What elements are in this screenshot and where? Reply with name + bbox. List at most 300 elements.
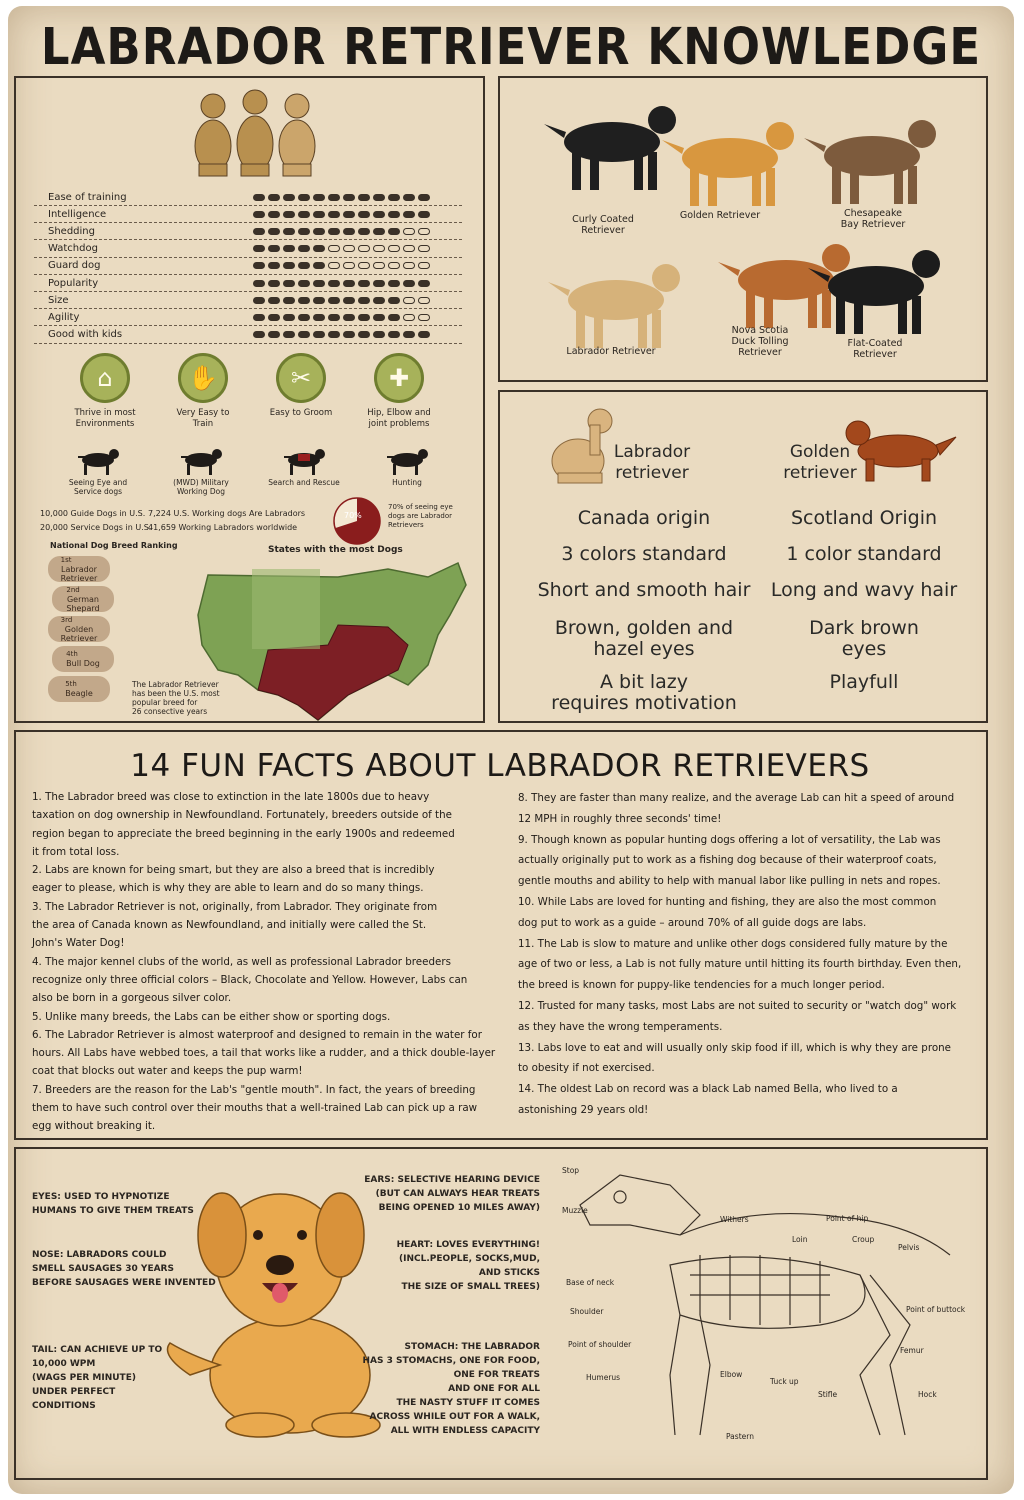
bone-icon	[403, 228, 415, 235]
bone-icon	[298, 211, 310, 218]
breed-name-line: Nova Scotia	[731, 325, 789, 336]
job-caption-line: Seeing Eye and	[68, 478, 128, 487]
bone-icon	[388, 297, 400, 304]
rating-label: Agility	[48, 311, 80, 323]
annotation-line: (INCL.PEOPLE, SOCKS,MUD,	[399, 1254, 540, 1264]
grooming-icon: ✂	[276, 353, 326, 403]
breed-name	[820, 338, 930, 360]
bone-icon	[283, 228, 295, 235]
training-icon: ✋	[178, 353, 228, 403]
fact-line: 1. The Labrador breed was close to extinction in the late 1800s due to heavy	[32, 791, 430, 803]
bone-icon	[403, 262, 415, 269]
bone-icon	[403, 297, 415, 304]
bone-icon	[418, 194, 430, 201]
working-world-stat: 41,659 Working Labradors worldwide	[148, 523, 298, 532]
golden-title-line: Golden	[789, 442, 851, 462]
bone-icon	[388, 280, 400, 287]
trait-caption	[349, 408, 449, 430]
bone-icon	[268, 280, 280, 287]
skeleton-label: Humerus	[586, 1373, 621, 1382]
golden-trait	[754, 580, 974, 601]
bone-icon	[253, 228, 265, 235]
fact-line: 4. The major kennel clubs of the world, as well as professional Labrador breeders	[32, 955, 451, 968]
rating-row	[34, 206, 462, 223]
trait-caption-line: Train	[192, 419, 214, 429]
lab-trait	[524, 672, 764, 714]
skeleton-label: Croup	[852, 1235, 875, 1244]
breed-name-line: Retriever	[853, 349, 897, 360]
trait-caption-line: Easy to Groom	[269, 408, 333, 418]
annotation-line: AND STICKS	[478, 1268, 540, 1278]
bone-icon	[313, 245, 325, 252]
bone-icon	[328, 228, 340, 235]
rank-name: Bull Dog	[66, 659, 100, 668]
fact-line: 10. While Labs are loved for hunting and fishing, they are also the most common	[518, 895, 937, 908]
rank-name: Labrador	[61, 564, 97, 574]
bone-icon	[313, 262, 325, 269]
fact-line: 3. The Labrador Retriever is not, originally, from Labrador. They originate from	[32, 900, 438, 913]
bone-icon	[268, 262, 280, 269]
bone-icon	[283, 280, 295, 287]
trait-caption	[153, 408, 253, 430]
skeleton-label: Pastern	[726, 1432, 754, 1441]
job-caption-line: Hunting	[392, 478, 422, 487]
bone-icon	[418, 331, 430, 338]
bone-icon	[343, 280, 355, 287]
bone-icon	[253, 280, 265, 287]
dog-skeleton-illustration	[560, 1165, 980, 1465]
job-caption	[153, 478, 249, 496]
job-caption	[359, 478, 455, 487]
fact-line: 13. Labs love to eat and will usually only skip food if ill, which is why they are prone	[518, 1041, 951, 1054]
bone-icon	[358, 194, 370, 201]
bone-icon	[328, 297, 340, 304]
rating-bones	[253, 280, 430, 287]
skeleton-label: Tuck up	[770, 1377, 799, 1386]
seeing-eye-pie-chart	[332, 496, 382, 546]
job-caption-line: Working Dog	[176, 487, 226, 496]
bone-icon	[418, 314, 430, 321]
rank-badge	[48, 556, 110, 582]
rating-label: Size	[48, 294, 69, 306]
golden-trait-line: Scotland Origin	[790, 507, 938, 529]
skeleton-label: Stifle	[818, 1390, 838, 1399]
trait-caption-line: Thrive in most	[74, 408, 136, 418]
rank-name: Golden	[64, 624, 94, 634]
fact-line: also be born in a gorgeous silver color.	[32, 992, 232, 1005]
golden-trait	[754, 508, 974, 529]
annotation-line: THE SIZE OF SMALL TREES)	[401, 1282, 540, 1292]
annotation-line: CONDITIONS	[32, 1401, 96, 1411]
bone-icon	[328, 194, 340, 201]
skeleton-label: Hock	[918, 1390, 937, 1399]
bone-icon	[298, 194, 310, 201]
bone-icon	[298, 262, 310, 269]
lab-trait	[524, 618, 764, 660]
bone-icon	[313, 331, 325, 338]
bone-icon	[343, 331, 355, 338]
pie-caption-line: 70% of seeing eye	[388, 503, 453, 511]
skeleton-label: Point of buttock	[906, 1305, 966, 1314]
bone-icon	[253, 211, 265, 218]
trait-caption-line: joint problems	[368, 419, 430, 429]
lab-title	[602, 442, 702, 484]
bone-icon	[373, 280, 385, 287]
bone-icon	[268, 228, 280, 235]
bone-icon	[403, 280, 415, 287]
rating-bones	[253, 245, 430, 252]
bone-icon	[418, 262, 430, 269]
golden-title-line: retriever	[783, 463, 857, 483]
annotation-line: HEART: LOVES EVERYTHING!	[396, 1240, 540, 1250]
skeleton-label: Stop	[562, 1166, 580, 1175]
annotation-stomach	[340, 1340, 540, 1438]
rank-name: Shepard	[66, 603, 100, 613]
rating-bones	[253, 228, 430, 235]
bone-icon	[268, 297, 280, 304]
bone-icon	[388, 245, 400, 252]
bone-icon	[388, 228, 400, 235]
bone-icon	[373, 331, 385, 338]
bone-icon	[358, 228, 370, 235]
annotation-eyes	[32, 1190, 232, 1218]
fact-line: the breed is known for puppy-like tendencies for a much longer period.	[518, 979, 885, 992]
bone-icon	[418, 228, 430, 235]
breed-dog-icon	[546, 252, 696, 352]
annotation-line: EYES: USED TO HYPNOTIZE	[32, 1192, 170, 1202]
bone-icon	[253, 245, 265, 252]
fact-line: them to have such control over their mouths that a well-trained Lab can pick up a raw	[32, 1102, 478, 1115]
working-dog-icon	[74, 446, 122, 476]
breed-name	[818, 208, 928, 230]
trait-caption	[251, 408, 351, 419]
rating-bones	[253, 314, 430, 321]
bone-icon	[373, 297, 385, 304]
rank-name: Beagle	[65, 689, 93, 698]
rating-bones	[253, 262, 430, 269]
fact-line: region began to appreciate the breed beginning in the early 1900s and redeemed	[32, 827, 455, 840]
fact-line: 12 MPH in roughly three seconds' time!	[518, 812, 722, 825]
lab-trait-line: requires motivation	[551, 692, 737, 714]
job-caption-line: Service dogs	[73, 487, 123, 496]
breed-name-line: Chesapeake	[844, 208, 902, 219]
bone-icon	[313, 211, 325, 218]
fact-line: John's Water Dog!	[32, 937, 125, 950]
annotation-line: UNDER PERFECT	[32, 1387, 116, 1397]
bone-icon	[313, 194, 325, 201]
fact-line: recognize only three official colors – Black, Chocolate and Yellow. However, Labs can	[32, 973, 468, 986]
bone-icon	[253, 194, 265, 201]
bone-icon	[298, 245, 310, 252]
annotation-nose	[32, 1248, 242, 1290]
breed-name	[556, 346, 666, 357]
working-dog-icon	[177, 446, 225, 476]
skeleton-label: Elbow	[720, 1370, 743, 1379]
golden-trait-line: eyes	[841, 638, 887, 660]
annotation-line: STOMACH: THE LABRADOR	[404, 1342, 540, 1352]
bone-icon	[298, 280, 310, 287]
job-caption	[50, 478, 146, 496]
bone-icon	[418, 211, 430, 218]
lab-trait	[524, 544, 764, 565]
us-map	[188, 555, 473, 725]
bone-icon	[313, 314, 325, 321]
annotation-line: ACROSS WHILE OUT FOR A WALK,	[369, 1412, 540, 1422]
skeleton-label: Loin	[792, 1235, 808, 1244]
pie-label: 70%	[344, 511, 362, 520]
lab-trait-line: 3 colors standard	[561, 543, 727, 565]
bone-icon	[373, 245, 385, 252]
bone-icon	[388, 314, 400, 321]
ranking-title: National Dog Breed Ranking	[50, 541, 178, 550]
working-us-stat: 7,224 U.S. Working dogs Are Labradors	[148, 509, 306, 518]
bone-icon	[268, 331, 280, 338]
lab-trait-line: Brown, golden and	[554, 617, 734, 639]
lab-trait-line: Short and smooth hair	[537, 579, 751, 601]
bone-icon	[253, 331, 265, 338]
bone-icon	[373, 262, 385, 269]
bone-icon	[388, 194, 400, 201]
fact-line: egg without breaking it.	[32, 1120, 156, 1133]
bone-icon	[328, 314, 340, 321]
rating-row	[34, 292, 462, 309]
bone-icon	[403, 314, 415, 321]
golden-trait-line: 1 color standard	[786, 543, 942, 565]
breed-name-line: Labrador Retriever	[566, 346, 656, 357]
bone-icon	[313, 280, 325, 287]
rank-badge	[52, 646, 114, 672]
bone-icon	[388, 262, 400, 269]
skeleton-label: Shoulder	[570, 1307, 604, 1316]
golden-trait-line: Playfull	[829, 671, 899, 693]
fact-line: 6. The Labrador Retriever is almost waterproof and designed to remain in the water for	[32, 1028, 482, 1041]
breed-name-line: Flat-Coated	[847, 338, 903, 349]
rating-label: Good with kids	[48, 329, 123, 341]
skeleton-label: Point of shoulder	[568, 1340, 632, 1349]
rank-badge	[48, 676, 110, 702]
annotation-line: SMELL SAUSAGES 30 YEARS	[32, 1264, 174, 1274]
bone-icon	[328, 211, 340, 218]
golden-retriever-icon	[840, 415, 958, 485]
trait-caption-line: Very Easy to	[176, 408, 230, 418]
trait-caption-line: Environments	[75, 419, 135, 429]
job-caption-line: Search and Rescue	[268, 478, 340, 487]
fact-line: actually originally put to work as a fishing dog because of their waterproof coats,	[518, 854, 937, 867]
pie-caption-line: dogs are Labrador	[388, 512, 452, 520]
golden-trait	[754, 672, 974, 693]
bone-icon	[373, 211, 385, 218]
bone-icon	[328, 245, 340, 252]
breed-dog-icon	[660, 110, 810, 210]
bone-icon	[358, 262, 370, 269]
facts-right-column	[518, 788, 988, 1121]
bone-icon	[298, 228, 310, 235]
bone-icon	[358, 314, 370, 321]
annotation-line: THE NASTY STUFF IT COMES	[396, 1398, 540, 1408]
lab-trait-line: Canada origin	[577, 507, 711, 529]
breed-name-line: Retriever	[581, 225, 625, 236]
bone-icon	[283, 314, 295, 321]
annotation-line: HUMANS TO GIVE THEM TREATS	[32, 1206, 194, 1216]
annotation-heart	[340, 1238, 540, 1294]
rating-label: Intelligence	[48, 208, 107, 220]
job-caption-line: (MWD) Military	[173, 478, 229, 487]
fact-line: 5. Unlike many breeds, the Labs can be either show or sporting dogs.	[32, 1010, 391, 1023]
fact-line: 12. Trusted for many tasks, most Labs are not suited to security or "watch dog" work	[518, 999, 957, 1012]
bone-icon	[283, 211, 295, 218]
rating-row	[34, 327, 462, 344]
skeleton-label: Point of hip	[826, 1214, 869, 1223]
rank-number: 2nd	[66, 585, 80, 594]
fact-line: gentle mouths and ability to help with manual labor like pulling in nets and ropes.	[518, 875, 941, 888]
bone-icon	[328, 280, 340, 287]
trait-caption-line: Hip, Elbow and	[367, 408, 431, 418]
fact-line: astonishing 29 years old!	[518, 1103, 649, 1116]
skeleton-label: Base of neck	[566, 1278, 615, 1287]
fact-line: dog put to work as a guide – around 70% of all guide dogs are labs.	[518, 916, 867, 929]
fact-line: coat that blocks out water and keeps the pup warm!	[32, 1065, 303, 1078]
bone-icon	[313, 297, 325, 304]
breed-name	[665, 210, 775, 221]
fact-line: the area of Canada known as Newfoundland, and initially were called the St.	[32, 919, 427, 932]
rank-name: Retriever	[60, 633, 98, 643]
facts-title: 14 FUN FACTS ABOUT LABRADOR RETRIEVERS	[130, 748, 870, 784]
bone-icon	[343, 297, 355, 304]
skeleton-label: Muzzle	[562, 1206, 588, 1215]
bone-icon	[253, 314, 265, 321]
map-title: States with the most Dogs	[268, 545, 403, 555]
map-note-line: The Labrador Retriever	[132, 680, 219, 689]
rating-bones	[253, 331, 430, 338]
medical-cross-icon: ✚	[374, 353, 424, 403]
rating-bones	[253, 194, 430, 201]
breed-name-line: Retriever	[738, 347, 782, 358]
working-dog-icon	[280, 446, 328, 476]
fact-line: hours. All Labs have webbed toes, a tail that works like a rudder, and a thick double-layer	[32, 1047, 496, 1060]
rank-number: 4th	[66, 650, 78, 658]
bone-icon	[373, 314, 385, 321]
page-title: LABRADOR RETRIEVER KNOWLEDGE	[40, 16, 982, 77]
rank-text	[65, 680, 93, 698]
rating-row	[34, 309, 462, 326]
rank-text	[61, 616, 98, 643]
breed-name-line: Curly Coated	[572, 214, 634, 225]
skeleton-label: Pelvis	[898, 1243, 920, 1252]
bone-icon	[343, 262, 355, 269]
fact-line: eager to please, which is why they are able to learn and do so many things.	[32, 882, 424, 895]
fact-line: 14. The oldest Lab on record was a black Lab named Bella, who lived to a	[518, 1083, 898, 1096]
golden-trait-line: Dark brown	[809, 617, 919, 639]
trait-caption	[55, 408, 155, 430]
bone-icon	[328, 262, 340, 269]
skeleton-label: Femur	[900, 1346, 924, 1355]
bone-icon	[268, 211, 280, 218]
bone-icon	[298, 297, 310, 304]
breed-name	[705, 325, 815, 358]
fact-line: 2. Labs are known for being smart, but they are also a breed that is incredibly	[32, 864, 435, 877]
bone-icon	[253, 297, 265, 304]
fact-line: 7. Breeders are the reason for the Lab's "gentle mouth". In fact, the years of breeding	[32, 1083, 476, 1096]
rank-badge	[48, 616, 110, 642]
bone-icon	[283, 262, 295, 269]
bone-icon	[358, 280, 370, 287]
skeleton-label: Withers	[720, 1215, 749, 1224]
bone-icon	[358, 245, 370, 252]
rating-row	[34, 241, 462, 258]
map-note	[132, 680, 220, 716]
breed-dog-icon	[802, 108, 952, 208]
rank-name: Retriever	[60, 573, 98, 583]
bone-icon	[418, 245, 430, 252]
bone-icon	[403, 331, 415, 338]
fact-line: as they have the wrong temperaments.	[518, 1020, 723, 1033]
lab-trait-line: hazel eyes	[593, 638, 695, 660]
rating-label: Popularity	[48, 277, 99, 289]
annotation-line: 10,000 WPM	[32, 1359, 96, 1369]
fact-line: it from total loss.	[32, 845, 120, 858]
house-icon: ⌂	[80, 353, 130, 403]
breed-name	[548, 214, 658, 236]
lab-trait	[524, 580, 764, 601]
job-caption	[256, 478, 352, 487]
bone-icon	[358, 211, 370, 218]
bone-icon	[343, 194, 355, 201]
annotation-line: HAS 3 STOMACHS, ONE FOR FOOD,	[362, 1356, 540, 1366]
rating-row	[34, 258, 462, 275]
rank-number: 3rd	[60, 615, 73, 624]
rating-bones	[253, 297, 430, 304]
bone-icon	[328, 331, 340, 338]
golden-trait	[754, 544, 974, 565]
bone-icon	[283, 331, 295, 338]
bone-icon	[283, 194, 295, 201]
bone-icon	[268, 245, 280, 252]
bone-icon	[388, 331, 400, 338]
fact-line: age of two or less, a Lab is not fully mature until hitting its fourth birthday. Even then,	[518, 958, 962, 971]
guide-dogs-stat: 10,000 Guide Dogs in U.S.	[40, 509, 146, 518]
bone-icon	[268, 314, 280, 321]
bone-icon	[268, 194, 280, 201]
bone-icon	[313, 228, 325, 235]
annotation-line: ALL WITH ENDLESS CAPACITY	[390, 1426, 540, 1436]
three-labradors-icon	[185, 84, 325, 180]
rank-text	[66, 586, 99, 613]
pie-caption	[388, 503, 453, 530]
rating-row	[34, 189, 462, 206]
rank-number: 1st	[60, 555, 72, 564]
annotation-line: (WAGS PER MINUTE)	[32, 1373, 136, 1383]
golden-trait-line: Long and wavy hair	[770, 579, 958, 601]
golden-trait	[754, 618, 974, 660]
bone-icon	[343, 314, 355, 321]
annotation-tail	[32, 1343, 182, 1413]
rank-text	[66, 650, 100, 668]
bone-icon	[418, 280, 430, 287]
bone-icon	[403, 245, 415, 252]
bone-icon	[358, 297, 370, 304]
rank-text	[61, 556, 98, 583]
rating-label: Watchdog	[48, 243, 98, 255]
annotation-line: BEFORE SAUSAGES WERE INVENTED	[32, 1278, 216, 1288]
rating-label: Guard dog	[48, 260, 101, 272]
bone-icon	[343, 245, 355, 252]
bone-icon	[373, 194, 385, 201]
bone-icon	[283, 297, 295, 304]
bone-icon	[403, 194, 415, 201]
annotation-ears	[340, 1173, 540, 1215]
bone-icon	[283, 245, 295, 252]
fact-line: to obesity if not exercised.	[518, 1062, 655, 1075]
